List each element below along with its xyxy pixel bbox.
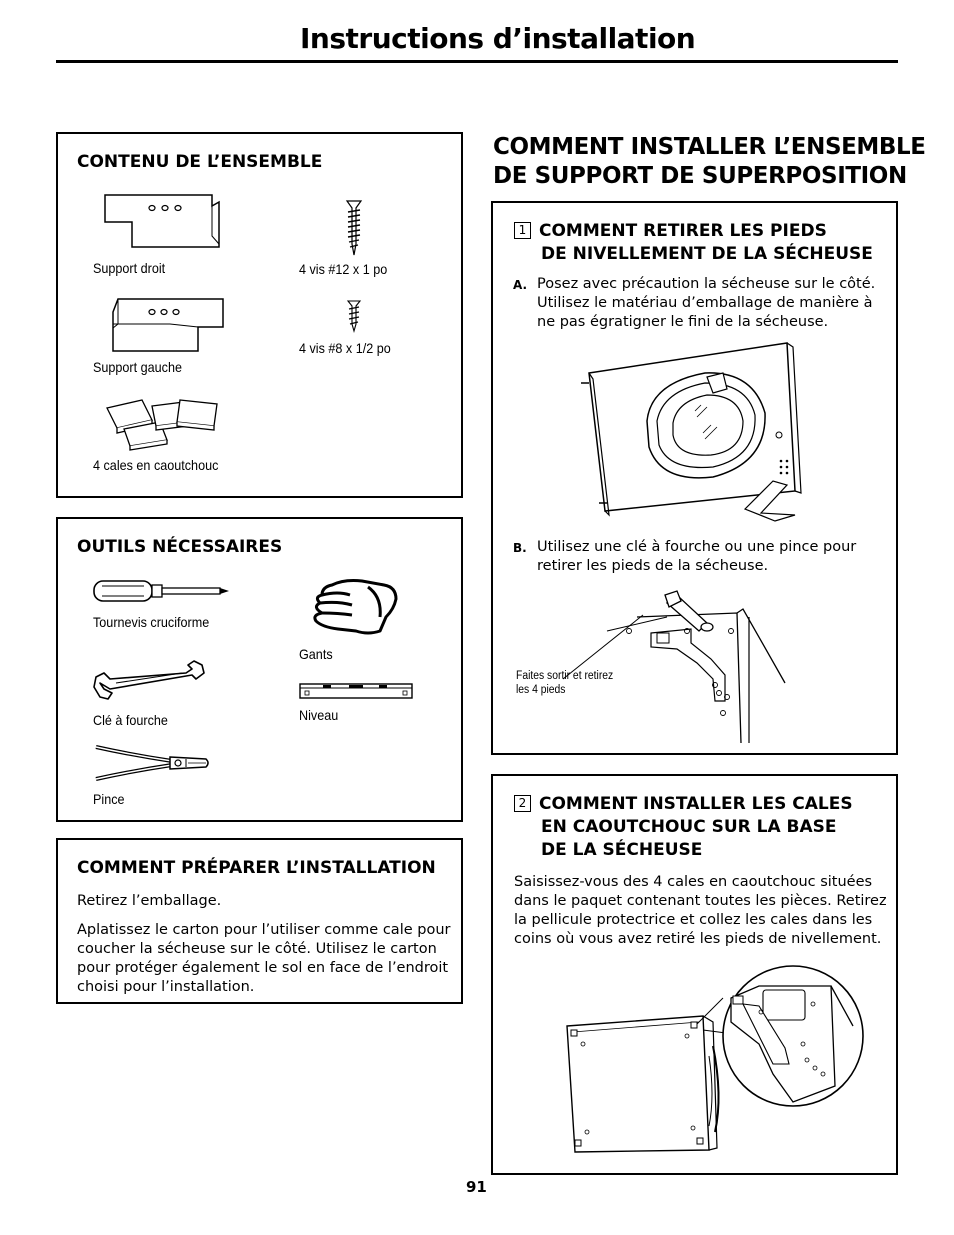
level-label: Niveau [299,707,339,723]
kit-contents-box [56,132,463,498]
prepare-para-2: Aplatissez le carton pour l’utiliser comme cale pour coucher la sécheuse sur le côté. Utilisez le carton pour protéger également le sol en face de l’endroit choisi pour l’installation. [77,922,451,995]
rubber-pads-illustration [102,396,224,450]
tools-heading: OUTILS NÉCESSAIRES [77,537,283,557]
dryer-on-side-illustration [577,343,807,523]
level-icon [299,682,415,700]
gloves-icon [308,577,400,637]
step1-number: 1 [514,222,531,239]
dryer-base-rubber-pads-illustration [563,956,863,1156]
screwdriver-label: Tournevis cruciforme [93,614,210,630]
step1-a-text: Posez avec précaution la sécheuse sur le côté. Utilisez le matériau d’emballage de manière à ne pas égratigner le fini de la sécheuse. [537,276,876,330]
pliers-label: Pince [93,791,125,807]
prepare-para-1: Retirez l’emballage. [77,893,222,909]
screwdriver-icon [92,577,232,605]
main-section-title-2: DE SUPPORT DE SUPERPOSITION [493,163,907,189]
step2-box [491,774,898,1175]
screw-8-icon [347,300,361,332]
step1-b-mark: B. [513,541,527,555]
prepare-heading: COMMENT PRÉPARER L’INSTALLATION [77,858,436,878]
step1-a-mark: A. [513,278,528,292]
page-number: 91 [466,1178,487,1196]
left-bracket-illustration [110,294,226,354]
main-section-title-1: COMMENT INSTALLER L’ENSEMBLE [493,134,926,160]
step1-heading-line1: COMMENT RETIRER LES PIEDS [539,221,827,241]
step1-box [491,201,898,755]
wrench-icon [92,659,208,705]
step1-b-text: Utilisez une clé à fourche ou une pince pour retirer les pieds de la sécheuse. [537,539,857,574]
step2-heading-line3: DE LA SÉCHEUSE [541,840,703,860]
leg-callout-line-2: les 4 pieds [516,684,566,696]
rubber-pads-label: 4 cales en caoutchouc [93,457,219,473]
step2-number: 2 [514,795,531,812]
kit-contents-heading: CONTENU DE L’ENSEMBLE [77,152,323,172]
page-title: Instructions d’installation [300,22,696,55]
step2-text: Saisissez-vous des 4 cales en caoutchouc situées dans le paquet contenant toutes les pièces. Retirez la pellicule protectrice et collez les cales dans les coins où vous avez retiré les pieds de nivellement. [514,874,887,947]
step2-heading [514,793,884,862]
step1-heading [514,220,884,266]
leg-callout-line-1: Faites sortir et retirez [516,670,614,682]
right-bracket-illustration [102,192,222,250]
tools-box [56,517,463,822]
step2-heading-line1: COMMENT INSTALLER LES CALES [539,794,853,814]
screw-12-icon [345,200,363,256]
wrench-label: Clé à fourche [93,712,168,728]
title-rule [56,60,898,63]
left-bracket-label: Support gauche [93,359,182,375]
step2-heading-line2: EN CAOUTCHOUC SUR LA BASE [541,817,837,837]
prepare-box [56,838,463,1004]
screw-12-label: 4 vis #12 x 1 po [299,261,388,277]
screw-8-label: 4 vis #8 x 1/2 po [299,340,391,356]
right-bracket-label: Support droit [93,260,166,276]
pliers-icon [92,741,210,785]
gloves-label: Gants [299,646,333,662]
step1-heading-line2: DE NIVELLEMENT DE LA SÉCHEUSE [541,244,873,264]
